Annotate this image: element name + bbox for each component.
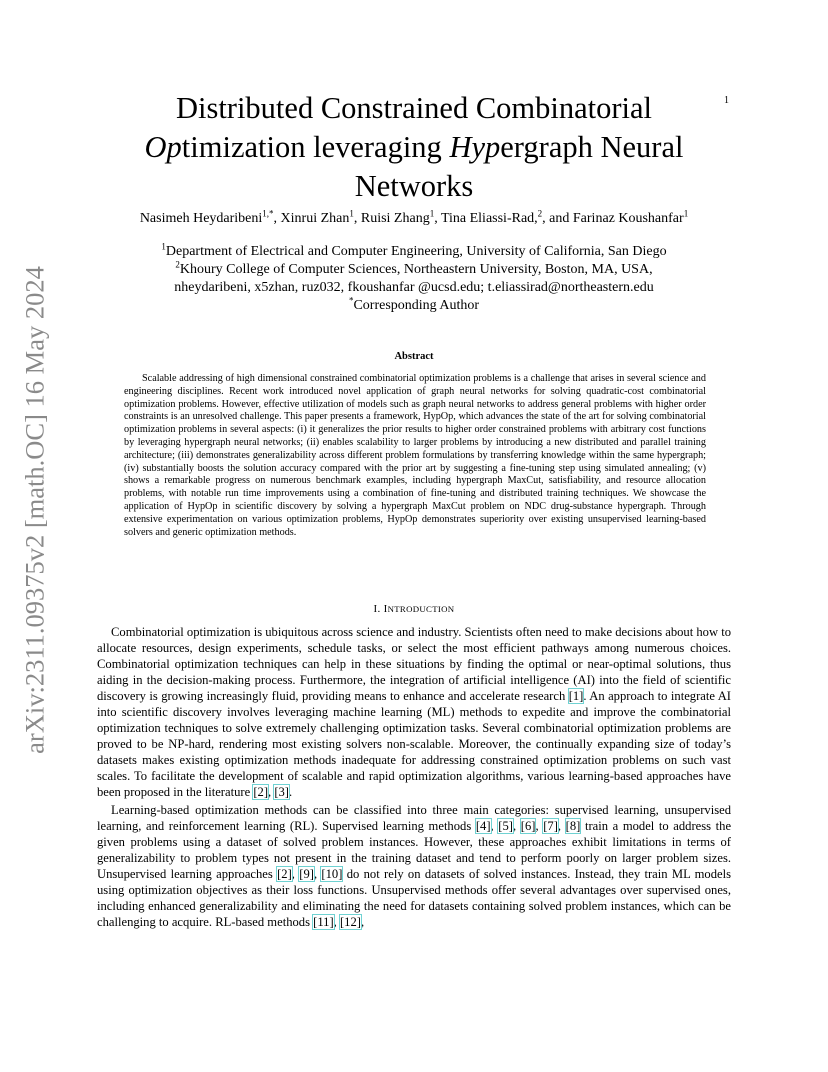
citation-link[interactable]: [11] xyxy=(313,915,334,929)
author-name: Tina Eliassi-Rad, xyxy=(440,211,538,226)
title-hyp-italic: Hyp xyxy=(449,130,501,164)
page-number: 1 xyxy=(724,95,729,106)
title-op-italic: Op xyxy=(144,130,182,164)
paper-title xyxy=(96,89,732,206)
author-name: Farinaz Koushanfar xyxy=(572,211,684,226)
affiliation-2: $^2$Khoury College of Computer Sciences, Northeastern University, Boston, MA, USA, xyxy=(175,259,653,277)
author-affiliation-marker: 1,* xyxy=(262,208,274,219)
author-name: Xinrui Zhan xyxy=(280,211,350,226)
author-list: Nasimeh Heydaribeni$^{1,*}$, Xinrui Zhan$^1$, Ruisi Zhang$^1$, Tina Eliassi-Rad,$^2$, and Farinaz Koushanfar$^1$ xyxy=(139,208,689,226)
citation-link[interactable]: [10] xyxy=(321,867,343,881)
arxiv-identifier-text: arXiv:2311.09375v2 [math.OC] 16 May 2024 xyxy=(19,266,50,754)
arxiv-identifier-stamp xyxy=(14,240,56,780)
author-name: Ruisi Zhang xyxy=(360,211,430,226)
citation-link[interactable]: [2] xyxy=(253,785,269,799)
author-affiliation-marker: 1 xyxy=(683,208,689,219)
citation-link[interactable]: [6] xyxy=(520,819,536,833)
author-affiliation-marker: 2 xyxy=(537,208,543,219)
citation-link[interactable]: [12] xyxy=(339,915,361,929)
introduction-body xyxy=(97,624,731,930)
corresponding-author-note: *Corresponding Author xyxy=(348,295,480,313)
affiliation-1: $^1$Department of Electrical and Computer Engineering, University of California, San Diego xyxy=(161,241,667,259)
abstract-heading: Abstract xyxy=(394,351,434,362)
author-affiliation-marker: 1 xyxy=(429,208,435,219)
affiliations xyxy=(96,243,732,315)
title-part-2: timization leveraging xyxy=(181,130,450,164)
citation-link[interactable]: [3] xyxy=(274,785,289,799)
title-part-3: ergraph Neural Networks xyxy=(354,130,684,203)
author-emails: nheydaribeni, x5zhan, ruz032, fkoushanfar @ucsd.edu; t.eliassirad@northeastern.edu xyxy=(174,280,654,295)
citation-link[interactable]: [5] xyxy=(498,819,513,833)
section-heading-introduction: I. INTRODUCTION xyxy=(373,603,455,615)
citation-link[interactable]: [4] xyxy=(475,819,491,833)
abstract-text: Scalable addressing of high dimensional constrained combinatorial optimization problems is a challenge that arises in several science and engineering disciplines. Recent work introduced novel application of graph neural networks for solving quadratic-cost combinatorial optimization problems. However, effective utilization of models such as graph neural networks to address general problems with higher order constraints is an unresolved challenge. This paper presents a framework, HypOp, which advances the state of the art for solving combinatorial optimization problems in several aspects: (i) it generalizes the prior results to higher order constrained problems with arbitrary cost functions by leveraging hypergraph neural networks; (ii) enables scalability to larger problems by introducing a new distributed and parallel training architecture; (iii) demonstrates generalizability across different problem formulations by transferring knowledge within the same hypergraph; (iv) substantially boosts the solution accuracy compared with the prior art by suggesting a fine-tuning step using simulated annealing; (v) shows a remarkable progress on numerous benchmark examples, including hypergraph MaxCut, satisfiability, and resource allocation problems, with notable run time improvements using a combination of fine-tuning and distributed training techniques. We showcase the application of HypOp in scientific discovery by solving a hypergraph MaxCut problem on NDC drug-substance hypergraph. Through extensive experimentation on various optimization problems, HypOp demonstrates superiority over existing unsupervised learning-based solvers and generic optimization methods. xyxy=(124,373,706,538)
body-paragraph: Learning-based optimization methods can be classified into three main categories: supervised learning, unsupervised learning, and reinforcement learning (RL). Supervised learning methods [4], [5], [6], [7], [8] train a model to address the given problems using a dataset of solved problem instances. However, these approaches exhibit limitations in terms of generalizability to problem types not present in the training dataset and tend to perform poorly on larger problem sizes. Unsupervised learning approaches [2], [9], [10] do not rely on datasets of solved instances. Instead, they train ML models using optimization objectives as their loss functions. Unsupervised methods offer several advantages over supervised ones, including enhanced generalizability and eliminating the need for datasets containing solved problem instances, which can be challenging to acquire. RL-based methods [11], [12], xyxy=(97,803,732,929)
citation-link[interactable]: [7] xyxy=(543,819,558,833)
citation-link[interactable]: [8] xyxy=(565,819,581,833)
title-line-1: Distributed Constrained Combinatorial xyxy=(175,91,653,125)
citation-link[interactable]: [9] xyxy=(299,867,314,881)
citation-link[interactable]: [2] xyxy=(277,867,292,881)
citation-link[interactable]: [1] xyxy=(568,689,584,703)
body-paragraph: Combinatorial optimization is ubiquitous across science and industry. Scientists often need to make decisions about how to allocate resources, design experiments, schedule tasks, or select the most efficient pathways among numerous choices. Combinatorial optimization techniques can help in these situations by finding the optimal or near-optimal solutions, thus aiding in the decision-making process. Furthermore, the integration of artificial intelligence (AI) into the field of scientific discovery is growing increasingly fluid, providing means to enhance and accelerate research [1]. An approach to integrate AI into scientific discovery involves leveraging machine learning (ML) methods to expedite and improve the combinatorial optimization techniques to solve extremely challenging optimization tasks. Several combinatorial optimization problems are proved to be NP-hard, rendering most existing solvers non-scalable. Moreover, the continually expanding size of today’s datasets makes existing optimization methods inadequate for addressing constrained optimization problems on such vast scales. To facilitate the development of scalable and rapid optimization algorithms, various learning-based approaches have been proposed in the literature [2], [3]. xyxy=(97,625,732,799)
author-affiliation-marker: 1 xyxy=(349,208,354,219)
author-name: Nasimeh Heydaribeni xyxy=(139,211,263,226)
